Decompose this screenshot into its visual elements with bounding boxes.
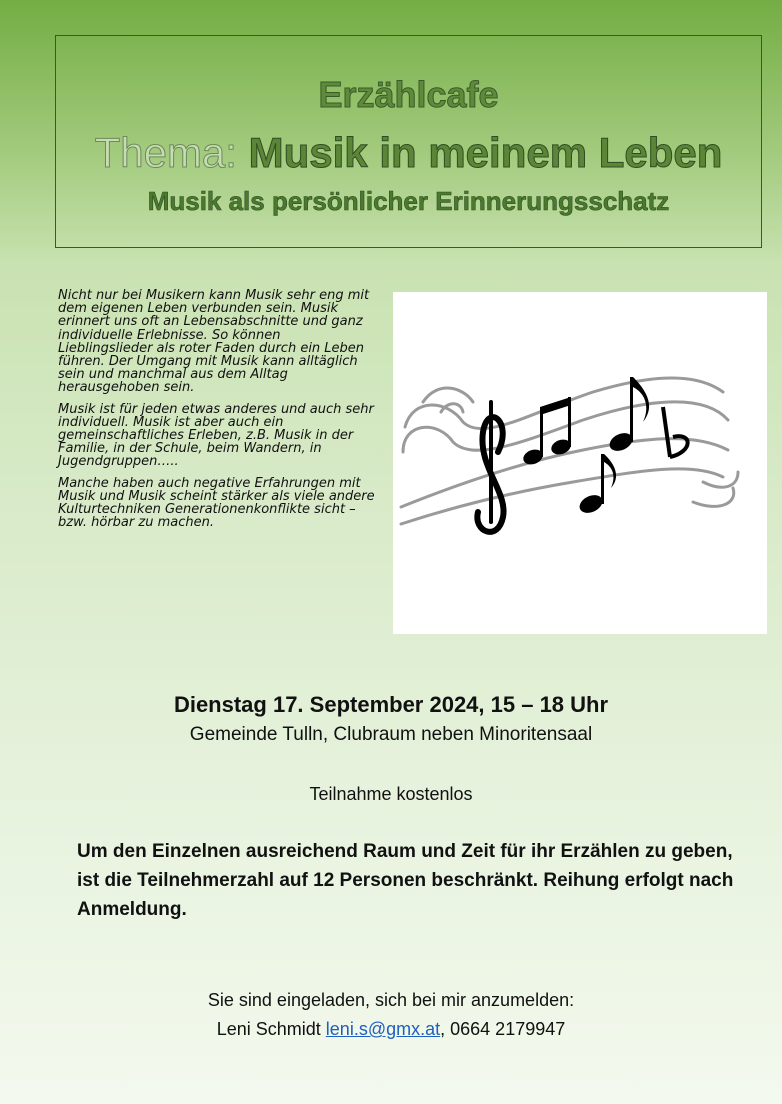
theme-value: Musik in meinem Leben <box>248 129 723 176</box>
contact-line <box>0 1015 782 1044</box>
intro-text <box>58 289 376 537</box>
theme-line <box>56 129 761 177</box>
page-title: Erzählcafe <box>318 74 499 115</box>
participation-notice: Um den Einzelnen ausreichend Raum und Zeit für ihr Erzählen zu geben, ist die Teilnehmerzahl auf 12 Personen beschränkt. Reihung erfolgt nach Anmeldung. <box>77 841 734 920</box>
subtitle: Musik als persönlicher Erinnerungsschatz <box>147 186 670 216</box>
music-notes-icon <box>393 292 767 634</box>
contact-block <box>0 986 782 1044</box>
event-fee: Teilnahme kostenlos <box>309 784 473 804</box>
music-notes-illustration <box>393 292 767 634</box>
contact-name: Leni Schmidt <box>216 1019 321 1039</box>
email-link[interactable]: leni.s@gmx.at <box>325 1019 441 1039</box>
intro-paragraph-2: Musik ist für jeden etwas anderes und auch sehr individuell. Musik ist aber auch ein gemeinschaftliches Erleben, z.B. Musik in der Familie, in der Schule, beim Wandern, in Jugendgruppen….. <box>58 401 374 470</box>
event-venue: Gemeinde Tulln, Clubraum neben Minoritensaal <box>189 724 593 745</box>
contact-phone: 0664 2179947 <box>450 1019 566 1039</box>
intro-paragraph-3: Manche haben auch negative Erfahrungen mit Musik und Musik scheint stärker als viele andere Kulturtechniken Generationenkonflikte sicht – bzw. hörbar zu machen. <box>58 475 375 531</box>
title-box <box>55 35 762 248</box>
invite-text: Sie sind eingeladen, sich bei mir anzumelden: <box>207 990 575 1010</box>
theme-label: Thema: <box>94 129 237 176</box>
contact-separator: , <box>440 1019 446 1039</box>
event-date: Dienstag 17. September 2024, 15 – 18 Uhr <box>173 692 609 717</box>
intro-paragraph-1: Nicht nur bei Musikern kann Musik sehr eng mit dem eigenen Leben verbunden sein. Musik erinnert uns oft an Lebensabschnitte und ganz individuelle Erlebnisse. So können Lieblingslieder als roter Faden durch ein Leben führen. Der Umgang mit Musik kann alltäglich sein und manchmal aus dem Alltag herausgehoben sein. <box>58 288 370 396</box>
